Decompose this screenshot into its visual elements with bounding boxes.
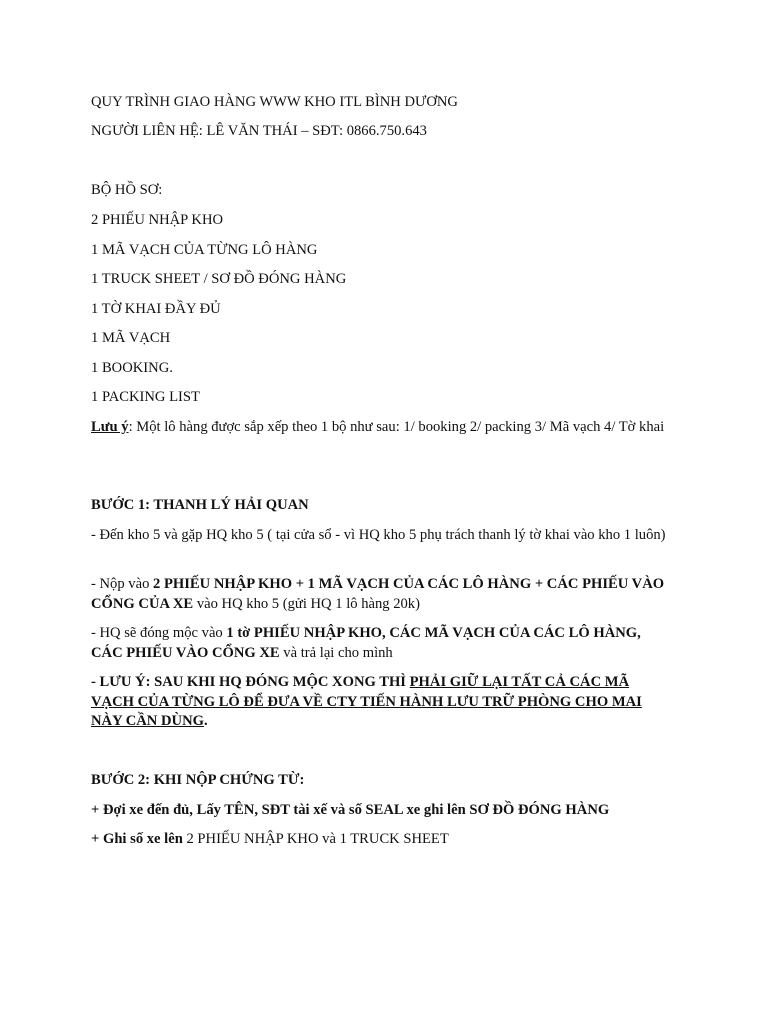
document-item: 1 MÃ VẠCH CỦA TỪNG LÔ HÀNG xyxy=(91,242,318,258)
document-item: 1 TRUCK SHEET / SƠ ĐỒ ĐÓNG HÀNG xyxy=(91,271,347,287)
note-text: : Một lô hàng được sắp xếp theo 1 bộ như sau: 1/ booking 2/ packing 3/ Mã vạch 4/ Tờ khai xyxy=(128,419,665,435)
step1-warning-lead: - LƯU Ý: SAU KHI HQ ĐÓNG MỘC XONG THÌ xyxy=(91,674,410,690)
document-item: 1 TỜ KHAI ĐẦY ĐỦ xyxy=(91,301,221,317)
document-title: QUY TRÌNH GIAO HÀNG WWW KHO ITL BÌNH DƯƠNG xyxy=(91,94,458,110)
step2-heading: BƯỚC 2: KHI NỘP CHỨNG TỪ: xyxy=(91,772,305,788)
step2-paragraph-2 xyxy=(91,830,449,848)
step1-p3-tail: và trả lại cho mình xyxy=(279,644,393,661)
step1-p2-tail: vào HQ kho 5 (gửi HQ 1 lô hàng 20k) xyxy=(193,595,420,612)
document-item: 1 BOOKING. xyxy=(91,360,173,376)
step1-warning xyxy=(91,673,675,732)
contact-line: NGƯỜI LIÊN HỆ: LÊ VĂN THÁI – SĐT: 0866.750.643 xyxy=(91,123,427,139)
document-item: 1 MÃ VẠCH xyxy=(91,330,171,346)
step1-paragraph-1: - Đến kho 5 và gặp HQ kho 5 ( tại cửa sổ - vì HQ kho 5 phụ trách thanh lý tờ khai vào kho 1 luôn) xyxy=(91,527,666,543)
step1-heading: BƯỚC 1: THANH LÝ HẢI QUAN xyxy=(91,497,309,513)
step1-paragraph-2 xyxy=(91,575,675,614)
step1-warning-period: . xyxy=(203,713,208,729)
note-label: Lưu ý xyxy=(91,419,129,435)
step1-p2-emphasis: 2 PHIẾU NHẬP KHO + 1 MÃ VẠCH CỦA CÁC LÔ HÀNG + CÁC PHIẾU VÀO CỔNG CỦA XE xyxy=(91,576,665,612)
step1-p3-lead: - HQ sẽ đóng mộc vào xyxy=(91,625,227,641)
step1-p3-emphasis: 1 tờ PHIẾU NHẬP KHO, CÁC MÃ VẠCH CỦA CÁC LÔ HÀNG, CÁC PHIẾU VÀO CỔNG XE xyxy=(91,625,641,661)
step2-p2-lead: + Ghi số xe lên xyxy=(91,831,187,847)
documents-heading: BỘ HỒ SƠ: xyxy=(91,182,163,198)
step1-warning-underlined: PHẢI GIỮ LẠI TẤT CẢ CÁC MÃ VẠCH CỦA TỪNG LÔ ĐỂ ĐƯA VỀ CTY TIẾN HÀNH LƯU TRỮ PHÒNG CHO MAI NÀY CẦN DÙNG xyxy=(91,674,642,729)
step1-paragraph-3 xyxy=(91,624,675,663)
step2-paragraph-1: + Đợi xe đến đủ, Lấy TÊN, SĐT tài xế và số SEAL xe ghi lên SƠ ĐỒ ĐÓNG HÀNG xyxy=(91,802,610,818)
document-item: 1 PACKING LIST xyxy=(91,389,200,405)
step2-p2-tail: 2 PHIẾU NHẬP KHO và 1 TRUCK SHEET xyxy=(186,831,449,847)
document-item: 2 PHIẾU NHẬP KHO xyxy=(91,212,224,228)
note-paragraph xyxy=(91,418,675,438)
step1-p2-lead: - Nộp vào xyxy=(91,576,154,592)
